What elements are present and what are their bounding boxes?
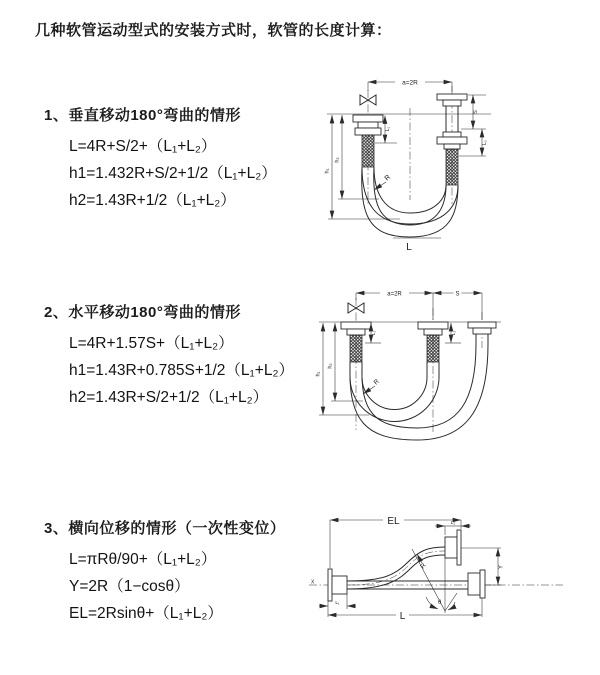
hose-outer-wall-2 bbox=[350, 344, 488, 440]
section-3 bbox=[44, 517, 285, 627]
flange-hub bbox=[347, 329, 365, 335]
flange-hub bbox=[332, 576, 347, 594]
flange-plate bbox=[457, 530, 461, 565]
flange-hub bbox=[468, 573, 480, 595]
braided-hose-section bbox=[446, 149, 458, 185]
dim-label-a2r: a=2R bbox=[387, 291, 402, 298]
diagram-horizontal-180-bend bbox=[305, 282, 555, 452]
section-3-formula-L: L=πRθ/90+（L₁+L₂） bbox=[69, 551, 217, 568]
section-2 bbox=[44, 301, 294, 411]
section-2-formula-h2: h2=1.43R+S/2+1/2（L₁+L₂） bbox=[69, 389, 269, 406]
dim-label-h2: h₂ bbox=[327, 363, 334, 369]
dim-label-l1: L₁ bbox=[335, 601, 340, 606]
flange-hub bbox=[473, 328, 491, 334]
radius-label: R bbox=[372, 378, 381, 387]
flange-hub bbox=[444, 144, 460, 149]
flange-plate bbox=[437, 137, 467, 144]
section-2-formula-L: L=4R+1.57S+（L₁+L₂） bbox=[69, 335, 234, 352]
flange-hub bbox=[424, 329, 442, 335]
flange-plate bbox=[328, 569, 332, 601]
braided-hose-section bbox=[427, 335, 439, 362]
dim-label-h2: h₂ bbox=[334, 157, 341, 163]
flange-plate bbox=[480, 570, 485, 598]
section-3-formula-Y: Y=2R（1−cosθ） bbox=[69, 578, 190, 595]
section-1 bbox=[44, 104, 277, 214]
dim-label-l2: L₂ bbox=[450, 521, 456, 526]
page-title: 几种软管运动型式的安装方式时，软管的长度计算： bbox=[35, 22, 392, 39]
flange-plate bbox=[355, 128, 381, 135]
dim-label-y: Y bbox=[498, 564, 505, 570]
length-label: L bbox=[406, 242, 412, 253]
flange-plate bbox=[468, 322, 496, 328]
dim-label-h1: h₁ bbox=[315, 371, 322, 377]
dim-label-h1: h₁ bbox=[324, 168, 331, 174]
angle-arc bbox=[448, 602, 455, 610]
section-2-formula-h1: h1=1.43R+0.785S+1/2（L₁+L₂） bbox=[69, 362, 294, 379]
flange-hub bbox=[358, 122, 378, 128]
dim-label-l1: L₁ bbox=[372, 330, 377, 336]
dim-label-l2: L₂ bbox=[482, 140, 488, 145]
flange-hub bbox=[443, 132, 461, 137]
dim-label-s: S bbox=[473, 110, 479, 114]
dim-label-l2: L₂ bbox=[452, 330, 457, 336]
angle-arc bbox=[426, 597, 438, 609]
section-2-heading: 2、水平移动180°弯曲的情形 bbox=[44, 304, 241, 321]
centerline-mark: X bbox=[311, 579, 315, 586]
diagram-lateral-displacement bbox=[295, 505, 585, 660]
section-1-formula-h2: h2=1.43R+1/2（L₁+L₂） bbox=[69, 192, 236, 209]
diagram-vertical-180-bend bbox=[305, 72, 555, 257]
flange-plate bbox=[437, 94, 467, 100]
flange-hub bbox=[445, 537, 457, 558]
angle-label: θ bbox=[438, 600, 442, 606]
flange-plate bbox=[353, 115, 383, 122]
flange-plate bbox=[341, 322, 371, 329]
flange-hub bbox=[443, 100, 461, 106]
section-1-heading: 1、垂直移动180°弯曲的情形 bbox=[44, 107, 241, 124]
dim-label-a2r: a=2R bbox=[402, 79, 418, 87]
dim-label-l1: L₁ bbox=[385, 126, 391, 132]
hose-inner-wall bbox=[362, 377, 427, 410]
dim-label-s: S bbox=[455, 291, 460, 298]
radius-label: R bbox=[419, 562, 428, 571]
section-1-formula-h1: h1=1.432R+S/2+1/2（L₁+L₂） bbox=[69, 165, 277, 182]
radius-label: R bbox=[383, 173, 393, 183]
flange-plate bbox=[418, 322, 448, 329]
hose-inner-wall-2 bbox=[362, 344, 476, 428]
section-1-formula-L: L=4R+S/2+（L₁+L₂） bbox=[69, 138, 217, 155]
dim-label-el: EL bbox=[387, 516, 400, 527]
section-3-heading: 3、横向位移的情形（一次性变位） bbox=[44, 520, 286, 537]
braided-hose-section bbox=[362, 135, 374, 167]
section-3-formula-EL: EL=2Rsinθ+（L₁+L₂） bbox=[69, 605, 223, 622]
braided-hose-section bbox=[350, 335, 362, 362]
dim-label-l: L bbox=[399, 611, 406, 622]
